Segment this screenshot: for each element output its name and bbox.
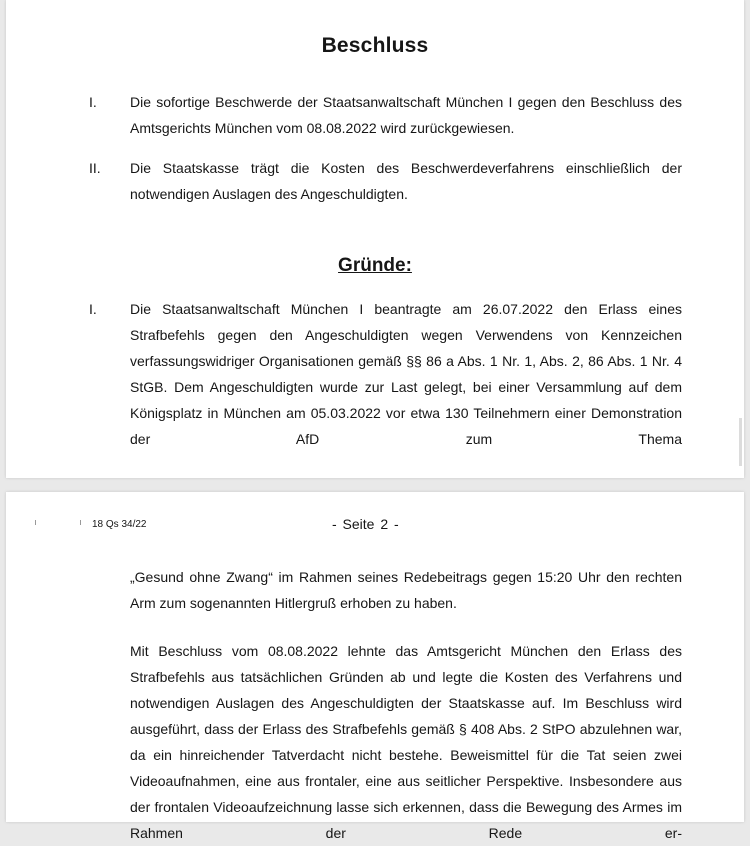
document-page-2 (6, 492, 744, 841)
document-title: Beschluss (321, 34, 429, 57)
scan-tick-mark (35, 520, 36, 525)
reasons-heading: Gründe: (338, 255, 412, 276)
decision-numeral: II. (89, 160, 101, 176)
decision-text: Die Staatskasse trägt die Kosten des Beschwerdeverfahrens einschließlich der notwendigen Auslagen des Angeschuldigten. (130, 160, 682, 202)
decision-numeral: I. (89, 94, 97, 110)
body-paragraph: „Gesund ohne Zwang“ im Rahmen seines Redebeitrags gegen 15:20 Uhr den rechten Arm zum sogenannten Hitlergruß erhoben zu haben. (130, 569, 682, 611)
document-page-1 (6, 0, 744, 478)
body-paragraph: Mit Beschluss vom 08.08.2022 lehnte das Amtsgericht München den Erlass des Strafbefehls aus tatsächlichen Gründen ab und legte die Kosten des Verfahrens und notwendigen Auslagen des Angeschuldigten der Staatskasse auf. Im Beschluss wird ausgeführt, dass der Erlass des Strafbefehls gemäß § 408 Abs. 2 StPO abzulehnen war, da ein hinreichender Tatverdacht nicht bestehe. Beweismittel für die Tat seien zwei Videoaufnahmen, eine aus frontaler, eine aus seitlicher Perspektive. Insbesondere aus der frontalen Videoaufzeichnung lasse sich erkennen, dass die Bewegung des Armes im Rahmen der Rede er- (130, 643, 682, 841)
file-reference: 18 Qs 34/22 (92, 519, 147, 530)
page-number: - Seite 2 - (332, 516, 399, 532)
scan-tick-mark (80, 520, 81, 525)
scan-edge-mark (739, 418, 742, 466)
reason-numeral: I. (89, 301, 97, 317)
decision-text: Die sofortige Beschwerde der Staatsanwaltschaft München I gegen den Beschluss des Amtsgerichts München vom 08.08.2022 wird zurückgewiesen. (130, 94, 682, 136)
reason-text: Die Staatsanwaltschaft München I beantragte am 26.07.2022 den Erlass eines Strafbefehls gegen den Angeschuldigten wegen Verwendens von Kennzeichen verfassungswidriger Organisationen gemäß §§ 86 a Abs. 1 Nr. 1, Abs. 2, 86 Abs. 1 Nr. 4 StGB. Dem Angeschuldigten wurde zur Last gelegt, bei einer Versammlung auf dem Königsplatz in München am 05.03.2022 vor etwa 130 Teilnehmern einer Demonstration der AfD zum Thema (130, 301, 682, 447)
